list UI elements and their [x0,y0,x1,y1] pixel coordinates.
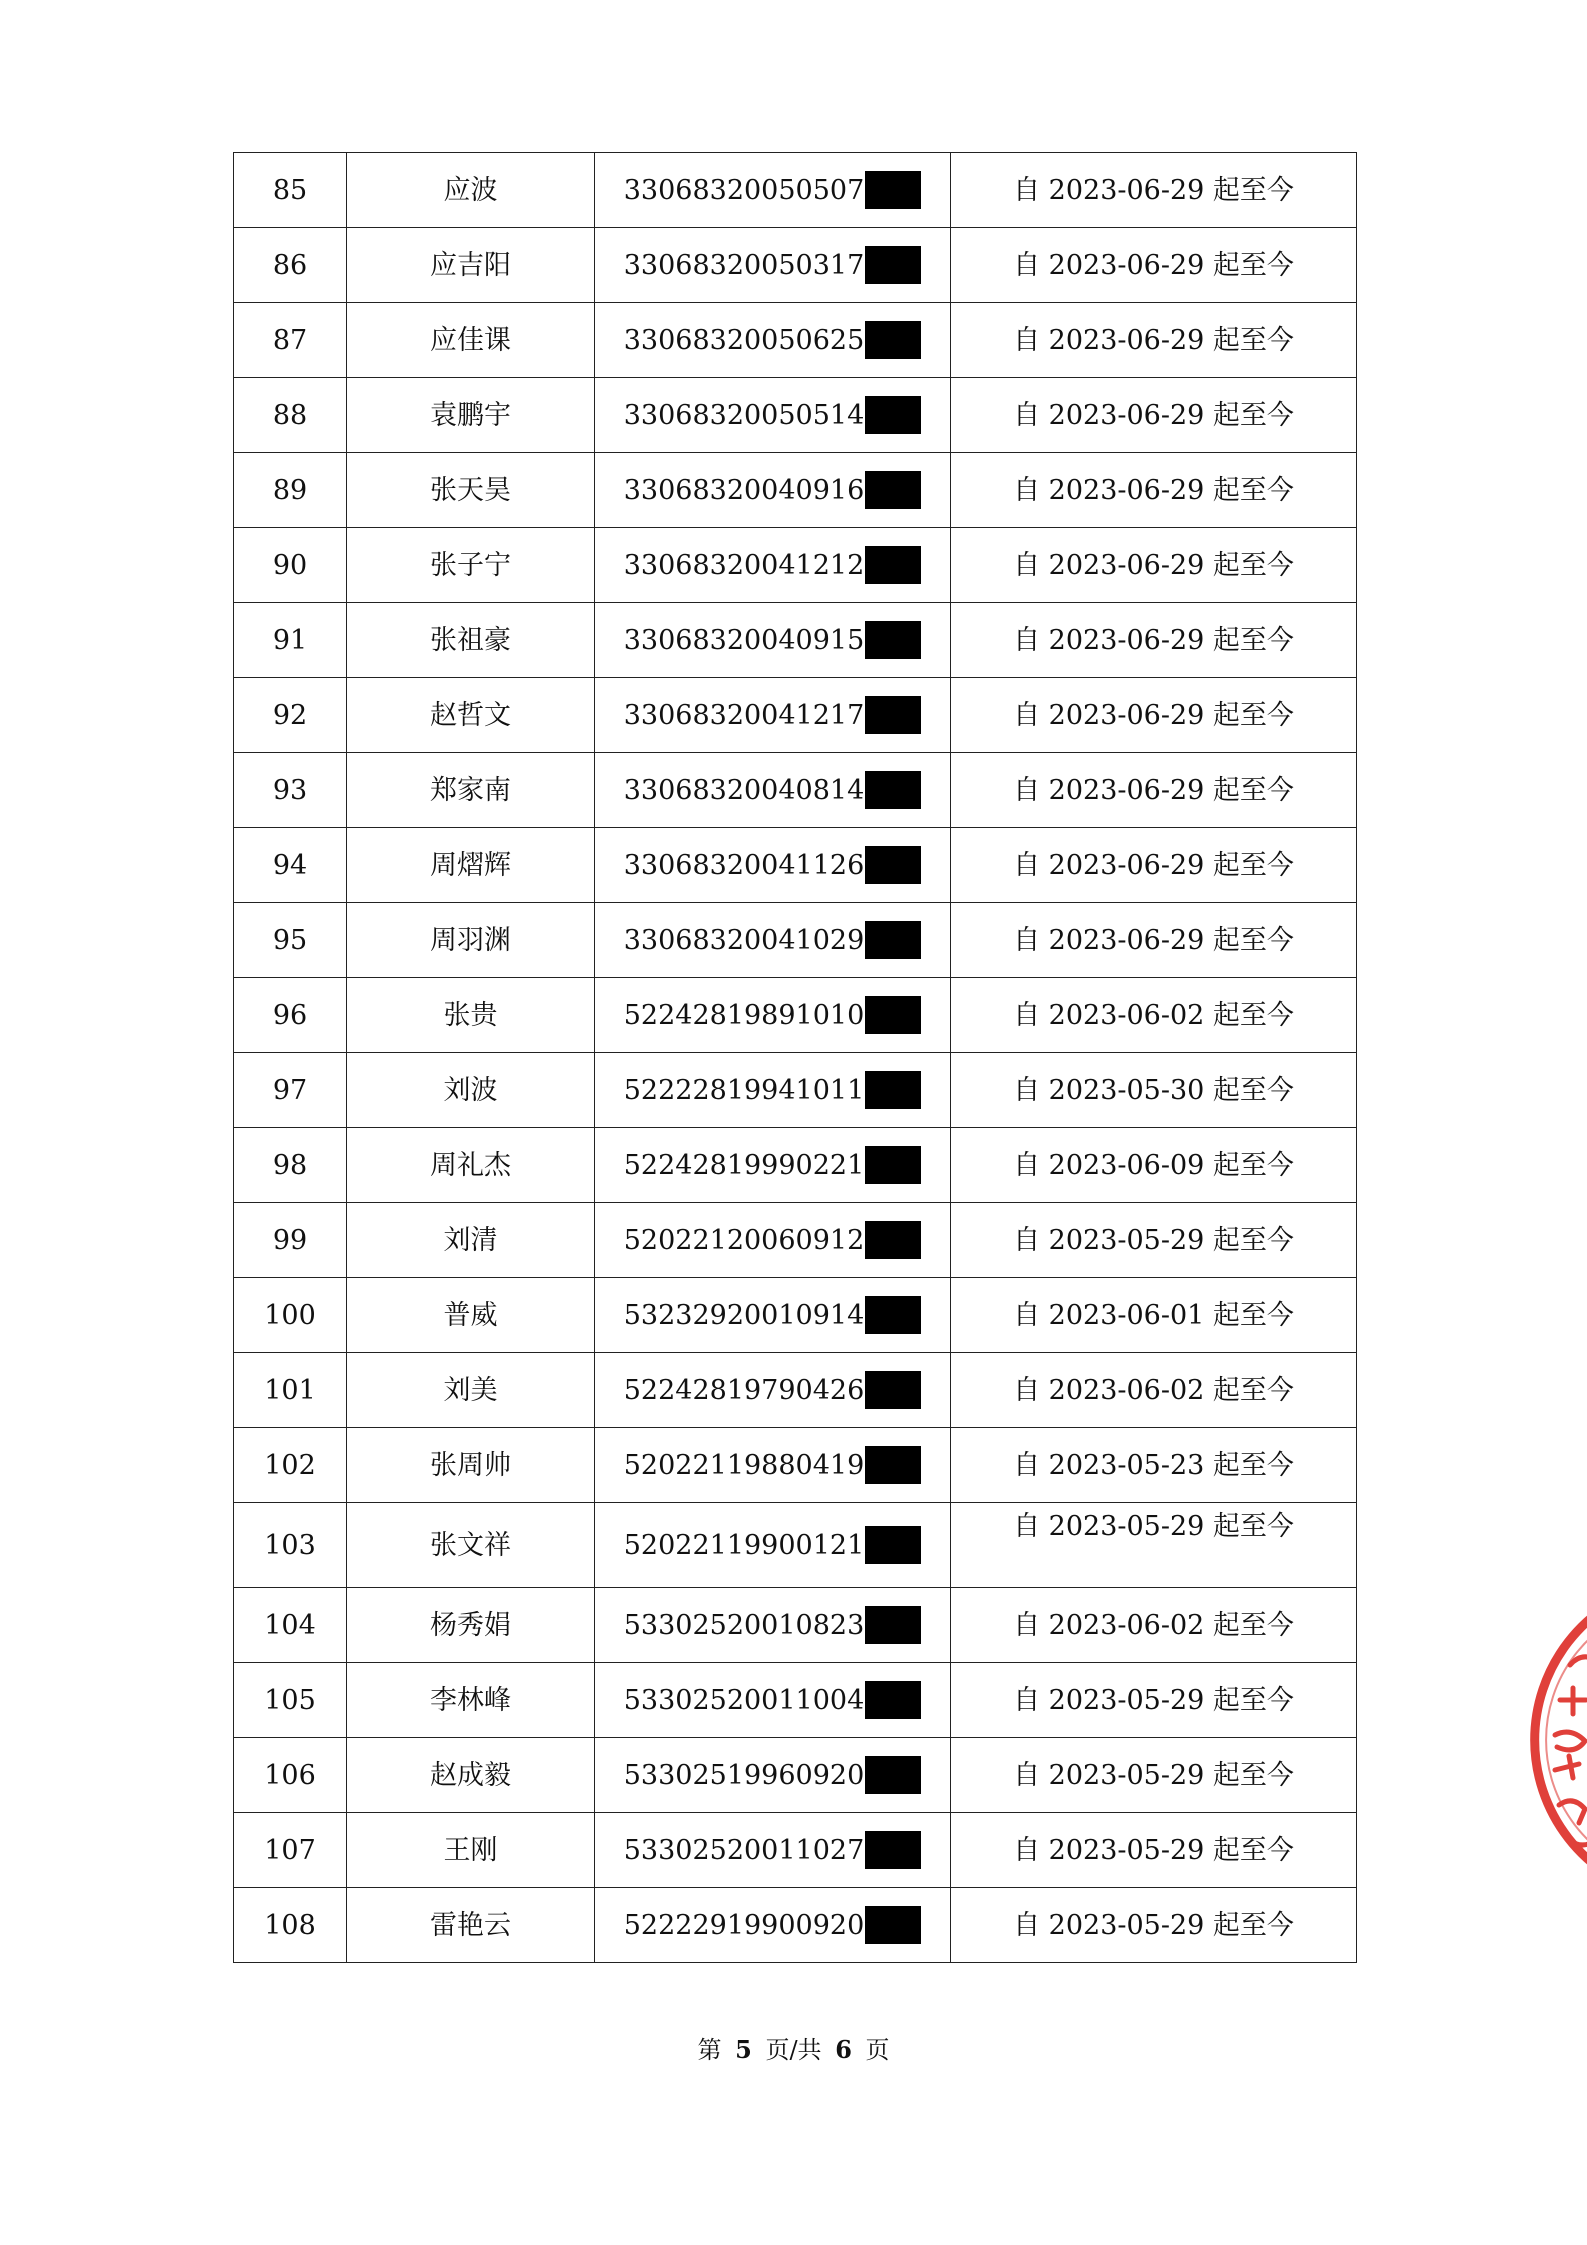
name-cell: 周熠辉 [347,828,595,903]
period-cell: 自 2023-06-29 起至今 [951,153,1357,228]
id-number-cell [595,1053,951,1128]
row-index-cell: 105 [234,1663,347,1738]
period-cell: 自 2023-06-29 起至今 [951,378,1357,453]
id-number-visible-part: 53232920010914 [623,1299,865,1331]
name-cell: 赵成毅 [347,1738,595,1813]
redaction-block [865,1526,921,1564]
redaction-block [865,1446,921,1484]
row-index-cell: 86 [234,228,347,303]
redaction-block [865,246,921,284]
name-cell: 刘美 [347,1353,595,1428]
period-cell: 自 2023-05-29 起至今 [951,1663,1357,1738]
period-cell: 自 2023-06-29 起至今 [951,903,1357,978]
id-number-visible-part: 33068320040915 [623,624,865,656]
row-index-cell: 100 [234,1278,347,1353]
row-index-cell: 104 [234,1588,347,1663]
id-number-cell [595,978,951,1053]
table-row [234,1278,1357,1353]
id-number-cell [595,1738,951,1813]
id-number-cell [595,528,951,603]
table-row [234,1503,1357,1588]
id-number-cell [595,228,951,303]
row-index-cell: 101 [234,1353,347,1428]
period-cell: 自 2023-05-29 起至今 [951,1888,1357,1963]
name-cell: 普威 [347,1278,595,1353]
id-number-cell [595,753,951,828]
row-index-cell: 96 [234,978,347,1053]
period-cell: 自 2023-05-29 起至今 [951,1203,1357,1278]
period-cell: 自 2023-05-29 起至今 [951,1738,1357,1813]
name-cell: 应波 [347,153,595,228]
row-index-cell: 92 [234,678,347,753]
period-cell: 自 2023-06-29 起至今 [951,228,1357,303]
total-pages-number: 6 [835,2035,852,2064]
id-number-cell [595,903,951,978]
period-cell: 自 2023-06-29 起至今 [951,303,1357,378]
id-number-cell [595,453,951,528]
table-row [234,678,1357,753]
id-number-visible-part: 53302519960920 [623,1759,865,1791]
id-number-cell [595,153,951,228]
id-number-visible-part: 53302520010823 [623,1609,865,1641]
row-index-cell: 91 [234,603,347,678]
id-number-cell [595,303,951,378]
id-number-cell [595,828,951,903]
name-cell: 刘波 [347,1053,595,1128]
id-number-visible-part: 52022120060912 [623,1224,865,1256]
redaction-block [865,1606,921,1644]
id-number-cell [595,1813,951,1888]
table-row [234,1353,1357,1428]
id-number-visible-part: 33068320040814 [623,774,865,806]
records-table [233,152,1357,1963]
id-number-visible-part: 52022119900121 [623,1529,865,1561]
period-cell: 自 2023-06-01 起至今 [951,1278,1357,1353]
id-number-cell [595,1278,951,1353]
table-row [234,753,1357,828]
name-cell: 应佳课 [347,303,595,378]
id-number-visible-part: 33068320041212 [623,549,865,581]
period-cell: 自 2023-05-29 起至今 [951,1813,1357,1888]
name-cell: 雷艳云 [347,1888,595,1963]
table-row [234,828,1357,903]
table-row [234,1203,1357,1278]
row-index-cell: 106 [234,1738,347,1813]
redaction-block [865,621,921,659]
table-row [234,903,1357,978]
records-table-body [234,153,1357,1963]
table-row [234,1663,1357,1738]
id-number-visible-part: 52242819790426 [623,1374,865,1406]
redaction-block [865,1146,921,1184]
redaction-block [865,171,921,209]
id-number-visible-part: 33068320050625 [623,324,865,356]
official-seal-stamp [1525,1575,1587,1905]
id-number-visible-part: 52022119880419 [623,1449,865,1481]
redaction-block [865,996,921,1034]
row-index-cell: 103 [234,1503,347,1588]
id-number-visible-part: 33068320041217 [623,699,865,731]
period-cell: 自 2023-06-29 起至今 [951,753,1357,828]
id-number-visible-part: 33068320050317 [623,249,865,281]
redaction-block [865,1906,921,1944]
row-index-cell: 85 [234,153,347,228]
table-row [234,1738,1357,1813]
current-page-number: 5 [735,2035,752,2064]
redaction-block [865,471,921,509]
redaction-block [865,321,921,359]
id-number-visible-part: 52242819990221 [623,1149,865,1181]
name-cell: 周礼杰 [347,1128,595,1203]
redaction-block [865,1371,921,1409]
id-number-cell [595,678,951,753]
name-cell: 杨秀娟 [347,1588,595,1663]
table-row [234,228,1357,303]
redaction-block [865,1681,921,1719]
table-row [234,153,1357,228]
table-row [234,1053,1357,1128]
footer-middle: 页/共 [765,2036,822,2064]
table-row [234,1588,1357,1663]
redaction-block [865,846,921,884]
id-number-cell [595,1663,951,1738]
table-row [234,1128,1357,1203]
row-index-cell: 88 [234,378,347,453]
footer-suffix: 页 [865,2036,890,2064]
table-row [234,378,1357,453]
period-cell: 自 2023-06-29 起至今 [951,453,1357,528]
redaction-block [865,1831,921,1869]
name-cell: 张子宁 [347,528,595,603]
id-number-visible-part: 53302520011004 [623,1684,865,1716]
name-cell: 张天昊 [347,453,595,528]
row-index-cell: 93 [234,753,347,828]
name-cell: 李林峰 [347,1663,595,1738]
row-index-cell: 107 [234,1813,347,1888]
row-index-cell: 90 [234,528,347,603]
redaction-block [865,546,921,584]
id-number-cell [595,1353,951,1428]
period-cell: 自 2023-06-09 起至今 [951,1128,1357,1203]
id-number-visible-part: 33068320041029 [623,924,865,956]
period-cell: 自 2023-06-02 起至今 [951,1353,1357,1428]
id-number-cell [595,603,951,678]
row-index-cell: 98 [234,1128,347,1203]
name-cell: 袁鹏宇 [347,378,595,453]
name-cell: 郑家南 [347,753,595,828]
id-number-visible-part: 52242819891010 [623,999,865,1031]
row-index-cell: 87 [234,303,347,378]
name-cell: 张文祥 [347,1503,595,1588]
id-number-visible-part: 33068320050507 [623,174,865,206]
id-number-visible-part: 33068320041126 [623,849,865,881]
redaction-block [865,1296,921,1334]
redaction-block [865,396,921,434]
table-row [234,453,1357,528]
row-index-cell: 97 [234,1053,347,1128]
id-number-cell [595,1503,951,1588]
period-cell: 自 2023-06-02 起至今 [951,978,1357,1053]
page-footer [0,2030,1587,2065]
id-number-visible-part: 53302520011027 [623,1834,865,1866]
name-cell: 张祖豪 [347,603,595,678]
period-cell: 自 2023-06-29 起至今 [951,528,1357,603]
row-index-cell: 102 [234,1428,347,1503]
period-cell: 自 2023-05-29 起至今 [951,1503,1357,1588]
period-cell: 自 2023-06-29 起至今 [951,828,1357,903]
name-cell: 刘清 [347,1203,595,1278]
redaction-block [865,1756,921,1794]
name-cell: 张周帅 [347,1428,595,1503]
period-cell: 自 2023-06-29 起至今 [951,603,1357,678]
row-index-cell: 99 [234,1203,347,1278]
table-row [234,1888,1357,1963]
table-row [234,1813,1357,1888]
row-index-cell: 95 [234,903,347,978]
redaction-block [865,696,921,734]
id-number-cell [595,1203,951,1278]
row-index-cell: 94 [234,828,347,903]
table-row [234,1428,1357,1503]
id-number-visible-part: 52222919900920 [623,1909,865,1941]
id-number-visible-part: 33068320050514 [623,399,865,431]
name-cell: 周羽渊 [347,903,595,978]
name-cell: 赵哲文 [347,678,595,753]
row-index-cell: 108 [234,1888,347,1963]
id-number-cell [595,1428,951,1503]
period-cell: 自 2023-06-02 起至今 [951,1588,1357,1663]
redaction-block [865,771,921,809]
footer-prefix: 第 [697,2036,722,2064]
redaction-block [865,921,921,959]
id-number-visible-part: 33068320040916 [623,474,865,506]
period-cell: 自 2023-05-30 起至今 [951,1053,1357,1128]
name-cell: 王刚 [347,1813,595,1888]
id-number-cell [595,1888,951,1963]
period-cell: 自 2023-05-23 起至今 [951,1428,1357,1503]
redaction-block [865,1221,921,1259]
name-cell: 张贵 [347,978,595,1053]
redaction-block [865,1071,921,1109]
period-cell: 自 2023-06-29 起至今 [951,678,1357,753]
name-cell: 应吉阳 [347,228,595,303]
table-row [234,303,1357,378]
id-number-visible-part: 52222819941011 [623,1074,865,1106]
id-number-cell [595,378,951,453]
row-index-cell: 89 [234,453,347,528]
table-row [234,603,1357,678]
table-row [234,978,1357,1053]
id-number-cell [595,1588,951,1663]
id-number-cell [595,1128,951,1203]
table-row [234,528,1357,603]
